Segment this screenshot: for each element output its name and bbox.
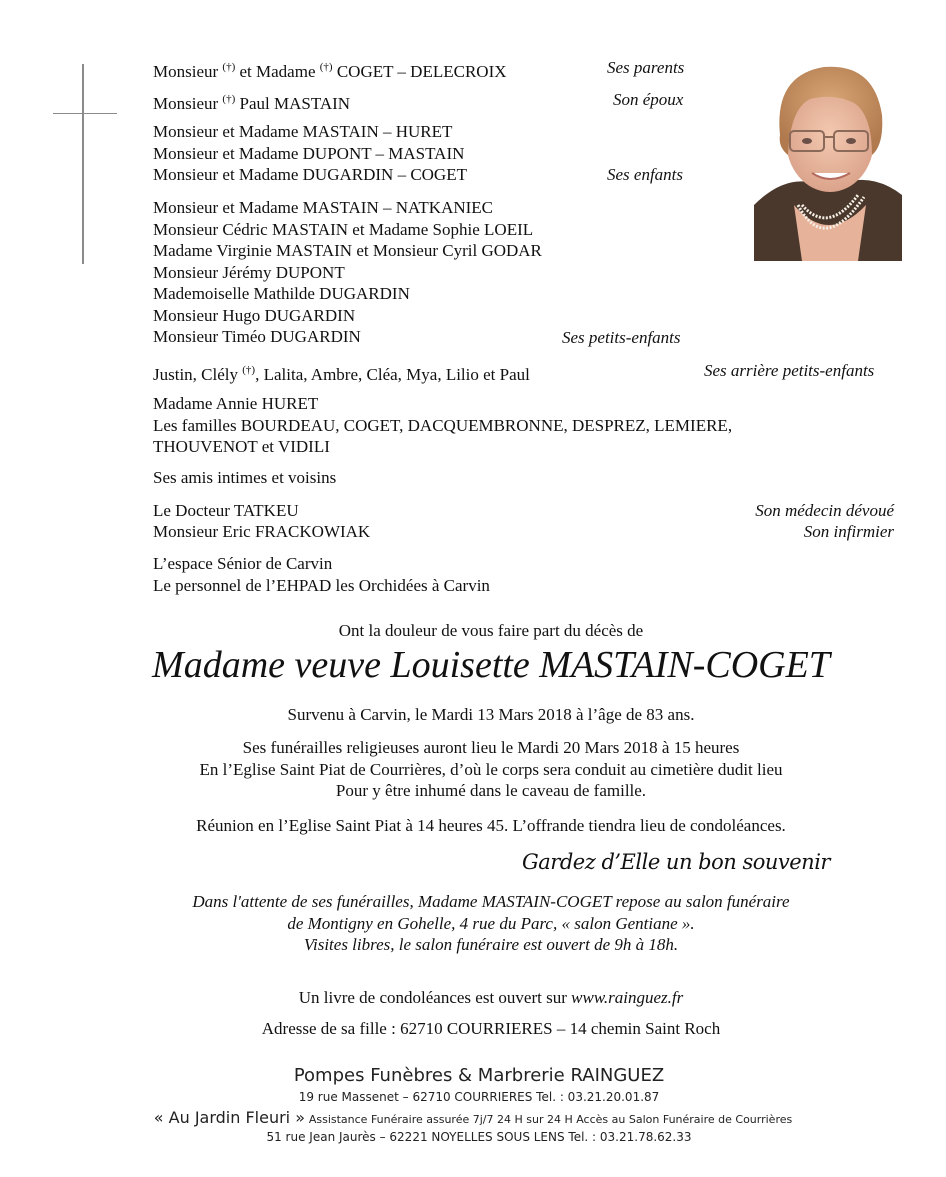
list-item: Monsieur Hugo DUGARDIN (153, 305, 356, 325)
funeral-line: Pour y être inhumé dans le caveau de famille. (335, 781, 647, 800)
list-item: Monsieur et Madame MASTAIN – NATKANIEC (153, 198, 494, 217)
list-item: Madame Virginie MASTAIN et Monsieur Cyril GODAR (153, 241, 542, 260)
daughter-address: Adresse de sa fille : 62710 COURRIERES – 14 chemin Saint Roch (261, 1019, 721, 1038)
condolences-text: Un livre de condoléances est ouvert sur (298, 988, 572, 1007)
relatives-list (153, 393, 732, 458)
list-item: Mademoiselle Mathilde DUGARDIN (153, 284, 410, 303)
list-item: Le personnel de l’EHPAD les Orchidées à Carvin (153, 575, 490, 595)
condolences-link[interactable]: www.rainguez.fr (571, 988, 684, 1007)
funeral-line: En l’Eglise Saint Piat de Courrières, d’où le corps sera conduit au cimetière dudit lieu (199, 759, 783, 779)
spouse-prefix: Monsieur (153, 94, 223, 113)
list-item: L’espace Sénior de Carvin (153, 554, 333, 573)
role-spouse: Son époux (613, 90, 684, 109)
funeral-line: Ses funérailles religieuses auront lieu le Mardi 20 Mars 2018 à 15 heures (242, 738, 740, 757)
spouse-suffix: Paul MASTAIN (235, 94, 351, 113)
list-item: Monsieur Timéo DUGARDIN (153, 327, 361, 346)
wake-line: Dans l'attente de ses funérailles, Madame MASTAIN-COGET repose au salon funéraire (192, 892, 790, 911)
care-name-1: Le Docteur TATKEU (153, 501, 299, 520)
deceased-mark: (†) (222, 61, 236, 73)
great-grandchildren-line (153, 360, 530, 386)
list-item: Monsieur Jérémy DUPONT (153, 262, 345, 282)
role-children: Ses enfants (607, 165, 684, 184)
company-services: Assistance Funéraire assurée 7j/7 24 H sur 24 H Accès au Salon Funéraire de Courrières (308, 1113, 793, 1126)
institutions-list (153, 553, 490, 596)
role-great-grandchildren: Ses arrière petits-enfants (704, 361, 875, 380)
list-item: THOUVENOT et VIDILI (153, 437, 330, 456)
list-item: Les familles BOURDEAU, COGET, DACQUEMBRONNE, DESPREZ, LEMIERE, (153, 415, 733, 435)
company-services-line (0, 1108, 946, 1130)
great-grandchildren-prefix: Justin, Clély (153, 365, 243, 384)
list-item: Madame Annie HURET (153, 394, 319, 413)
great-grandchildren-suffix: , Lalita, Ambre, Cléa, Mya, Lilio et Paul (255, 365, 530, 384)
motto: Gardez d’Elle un bon souvenir (522, 850, 830, 874)
funeral-details (18, 737, 946, 802)
cross-vertical-bar (82, 64, 84, 264)
portrait-illustration (754, 55, 902, 261)
deceased-mark: (†) (222, 93, 236, 105)
list-item: Monsieur et Madame MASTAIN – HURET (153, 122, 453, 141)
cross-horizontal-bar (53, 113, 117, 114)
meeting-notice: Réunion en l’Eglise Saint Piat à 14 heures 45. L’offrande tiendra lieu de condoléances. (196, 816, 786, 835)
announcement-intro: Ont la douleur de vous faire part du décès de (338, 621, 644, 640)
company-address-2: 51 rue Jean Jaurès – 62221 NOYELLES SOUS LENS Tel. : 03.21.78.62.33 (266, 1130, 692, 1144)
company-name: Pompes Funèbres & Marbrerie RAINGUEZ (293, 1065, 665, 1086)
grandchildren-list (153, 197, 542, 348)
role-nurse: Son infirmier (803, 522, 894, 541)
company-address-1: 19 rue Massenet – 62710 COURRIERES Tel. : 03.21.20.01.87 (298, 1090, 660, 1104)
list-item: Monsieur et Madame DUPONT – MASTAIN (153, 143, 465, 163)
parents-middle: et Madame (235, 62, 320, 81)
parents-line (153, 57, 507, 83)
parents-prefix: Monsieur (153, 62, 223, 81)
portrait-photo (754, 55, 902, 261)
deceased-mark: (†) (242, 364, 256, 376)
children-list (153, 121, 467, 186)
deceased-name: Madame veuve Louisette MASTAIN-COGET (152, 644, 830, 686)
care-name-2: Monsieur Eric FRACKOWIAK (153, 522, 371, 541)
death-notice: Survenu à Carvin, le Mardi 13 Mars 2018 à l’âge de 83 ans. (287, 705, 695, 724)
role-doctor: Son médecin dévoué (755, 501, 894, 520)
jardin-fleuri: « Au Jardin Fleuri » (153, 1108, 305, 1127)
list-item: Monsieur et Madame DUGARDIN – COGET (153, 165, 467, 184)
friends-line: Ses amis intimes et voisins (153, 468, 337, 487)
parents-suffix: COGET – DELECROIX (332, 62, 507, 81)
condolences-line (18, 987, 946, 1009)
deceased-mark: (†) (319, 61, 333, 73)
role-parents: Ses parents (607, 58, 685, 77)
list-item: Monsieur Cédric MASTAIN et Madame Sophie LOEIL (153, 219, 534, 239)
wake-line: Visites libres, le salon funéraire est ouvert de 9h à 18h. (303, 935, 679, 954)
role-grandchildren: Ses petits-enfants (562, 328, 681, 347)
spouse-line (153, 89, 350, 115)
wake-info (18, 891, 946, 956)
wake-line: de Montigny en Gohelle, 4 rue du Parc, « salon Gentiane ». (287, 913, 695, 933)
